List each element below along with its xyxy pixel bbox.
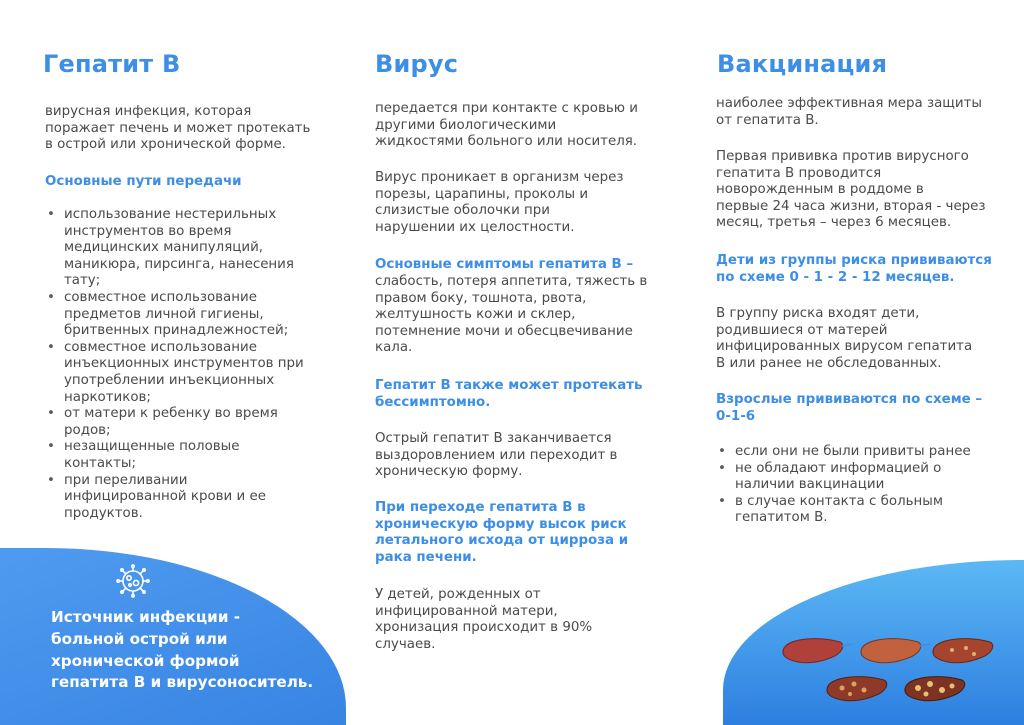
line: родов; [64,422,111,438]
list-item [716,444,1006,461]
line: Вирус проникает в организм через [375,170,624,185]
line: хронизация происходит в 90% [375,620,593,636]
line: • использование нестерильных [64,207,277,222]
line: правом боку, тошнота, рвота, [375,290,587,306]
line: наличии вакцинации [735,477,885,493]
liver-cancer [905,677,965,701]
line: В группу риска входят дети, [716,306,920,321]
line: порезы, царапины, проколы и [375,186,589,202]
title-virus: Вирус [375,50,459,78]
line: Дети из группы риска прививаются [716,253,992,268]
list-item [716,461,1006,494]
line: У детей, рожденных от [375,587,541,602]
line: • если они не были привиты ранее [735,444,971,459]
line: нарушении их целостности. [375,219,575,235]
list-item [716,494,1006,527]
list-item [45,406,335,439]
list-item [45,439,335,472]
line: вирусная инфекция, которая [45,104,252,119]
title-hepatitis-b: Гепатит В [43,50,181,78]
line: инфицированной матери, [375,603,558,619]
liver-cirrhosis [827,677,887,701]
line: от гепатита В. [716,112,819,128]
line: первые 24 часа жизни, вторая - через [716,198,986,214]
children-text [375,587,592,653]
line: гепатитом В. [735,510,828,526]
symptoms-text [375,274,647,357]
line: новорожденным в роддоме в [716,182,924,198]
adult-conditions-list [716,444,1006,527]
line: хронической формой [51,651,240,670]
line: наркотиков; [64,389,151,405]
line: • совместное использование [64,289,257,305]
line: • совместное использование [64,339,257,355]
line: Гепатит В также может протекать [375,378,643,393]
line: другими биологическими [375,117,557,133]
line: слизистые оболочки при [375,203,550,219]
line: • в случае контакта с больным [735,493,943,509]
transmission-list [45,207,335,522]
liver-fibrosis [933,639,993,663]
line: продуктов. [64,505,143,521]
risk-children-note [716,253,992,286]
line: инъекционных инструментов при [64,356,304,372]
line: бритвенных принадлежностей; [64,323,289,339]
line: Источник инфекции - [51,608,241,626]
line: поражает печень и может протекать [45,120,311,136]
line: по схеме 0 - 1 - 2 - 12 месяцев. [716,269,955,285]
line: хроническую форму. [375,464,523,480]
line: рака печени. [375,549,477,565]
line: желтушность кожи и склер, [375,307,576,323]
vaccination-intro [716,96,982,129]
acute-text [375,431,617,481]
line: родившиеся от матерей [716,322,888,338]
list-item [45,207,335,290]
line: инфицированных вирусом гепатита [716,339,973,355]
line: передается при контакте с кровью и [375,101,638,116]
chronic-risk-note [375,500,628,566]
symptoms-heading: Основные симптомы гепатита В – [375,257,634,272]
line: При переходе гепатита В в [375,500,586,515]
risk-group-text [716,306,972,372]
line: наиболее эффективная мера защиты [716,96,982,111]
line: Взрослые прививаются по схеме – [716,392,983,407]
infection-source-text [51,607,331,694]
line: инструментов во время [64,223,232,239]
line: потемнение мочи и обесцвечивание [375,323,633,339]
line: жидкостями больного или носителя. [375,134,638,150]
virus-icon [116,564,150,598]
line: гепатита В проводится [716,165,882,181]
line: слабость, потеря аппетита, тяжесть в [375,274,648,289]
line: в острой или хронической форме. [45,137,286,153]
virus-transmission-text [375,101,638,151]
line: тату; [64,273,101,289]
line: случаев. [375,636,436,652]
line: выздоровлением или переходит в [375,447,618,463]
line: контакты; [64,455,137,471]
list-item [45,473,335,523]
line: бессимптомно. [375,394,491,410]
virus-entry-text [375,170,623,236]
line: кала. [375,340,413,356]
liver-illustration [780,636,1024,716]
line: хроническую форму высок риск [375,516,627,532]
intro-text [45,104,310,154]
line: употреблении инъекционных [64,372,275,388]
line: гепатита В и вирусоноситель. [51,673,314,692]
line: • от матери к ребенку во время [64,406,278,422]
line: предметов личной гигиены, [64,306,264,322]
line: инфицированной крови и ее [64,489,266,505]
transmission-heading: Основные пути передачи [45,174,242,189]
line: • незащищенные половые [64,439,240,455]
line: месяц, третья – через 6 месяцев. [716,215,952,231]
line: 0-1-6 [716,408,756,424]
asymptomatic-note [375,378,643,411]
liver-fatty [861,639,930,663]
line: маникюра, пирсинга, нанесения [64,256,294,272]
title-vaccination: Вакцинация [717,50,888,78]
line: В или ранее не обследованных. [716,355,942,371]
adults-heading [716,392,982,425]
list-item [45,290,335,340]
vaccination-schedule-text [716,149,986,232]
line: больной острой или [51,629,228,648]
list-item [45,340,335,406]
line: летального исхода от цирроза и [375,533,629,549]
line: • не обладают информацией о [735,460,942,476]
line: медицинских манипуляций, [64,240,264,256]
line: Острый гепатит В заканчивается [375,431,612,446]
line: Первая прививка против вирусного [716,149,969,164]
liver-healthy [783,639,852,663]
line: • при переливании [64,472,188,488]
